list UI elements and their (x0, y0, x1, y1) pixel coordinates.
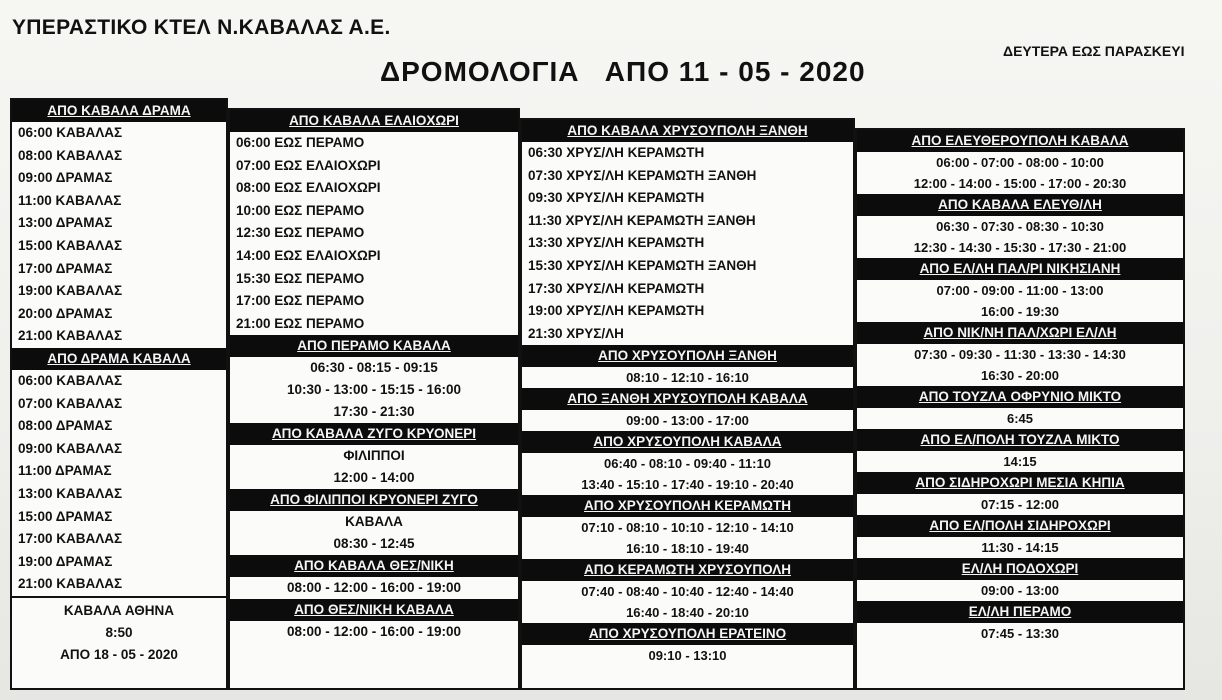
schedule-row: 06:00 ΕΩΣ ΠΕΡΑΜΟ (236, 135, 365, 150)
schedule-row: 13:00 ΔΡΑΜΑΣ (18, 215, 113, 231)
schedule-times: 10:30 - 13:00 - 15:15 - 16:00 (286, 382, 462, 398)
schedule-row: 19:00 ΚΑΒΑΛΑΣ (18, 283, 123, 299)
schedule-row: 11:00 ΚΑΒΑΛΑΣ (18, 192, 122, 208)
schedule-times: 06:00 - 07:00 - 08:00 - 10:00 (936, 155, 1104, 170)
schedule-row: 15:00 ΔΡΑΜΑΣ (18, 508, 113, 524)
schedule-row: 11:30 ΧΡΥΣ/ΛΗ ΚΕΡΑΜΩΤΗ ΞΑΝΘΗ (528, 212, 756, 228)
schedule-times: 07:40 - 08:40 - 10:40 - 12:40 - 14:40 (581, 584, 794, 600)
schedule-row: 07:00 ΚΑΒΑΛΑΣ (18, 395, 123, 411)
column-kavala-elaiochori (228, 108, 520, 690)
schedule-row: 15:30 ΕΩΣ ΠΕΡΑΜΟ (236, 270, 365, 286)
schedule-times: 12:00 - 14:00 - 15:00 - 17:00 - 20:30 (913, 176, 1127, 191)
schedule-times: 08:00 - 12:00 - 16:00 - 19:00 (286, 624, 462, 640)
schedule-times: 06:30 - 07:30 - 08:30 - 10:30 (936, 219, 1104, 234)
schedule-times: 07:30 - 09:30 - 11:30 - 13:30 - 14:30 (914, 347, 1126, 362)
schedule-times: 08:10 - 12:10 - 16:10 (626, 370, 749, 386)
schedule-row: 08:00 ΔΡΑΜΑΣ (18, 418, 113, 434)
schedule-times: 16:10 - 18:10 - 19:40 (626, 541, 749, 557)
schedule-times: 12:30 - 14:30 - 15:30 - 17:30 - 21:00 (913, 240, 1127, 255)
schedule-row: 17:00 ΚΑΒΑΛΑΣ (18, 531, 123, 547)
section-title: ΕΛ/ΛΗ ΠΟΔΟΧΩΡΙ (857, 558, 1183, 580)
schedule-times: 06:30 - 08:15 - 09:15 (310, 360, 438, 376)
section-title: ΑΠΟ ΞΑΝΘΗ ΧΡΥΣΟΥΠΟΛΗ ΚΑΒΑΛΑ (522, 388, 853, 410)
schedule-row: 10:00 ΕΩΣ ΠΕΡΑΜΟ (236, 202, 365, 218)
schedule-row: 13:30 ΧΡΥΣ/ΛΗ ΚΕΡΑΜΩΤΗ (528, 235, 705, 251)
schedule-row: 14:00 ΕΩΣ ΕΛΑΙΟΧΩΡΙ (236, 247, 381, 263)
section-title: ΑΠΟ ΤΟΥΖΛΑ ΟΦΡΥΝΙΟ ΜΙΚΤΟ (857, 386, 1183, 408)
section-title: ΑΠΟ ΕΛ/ΠΟΛΗ ΣΙΔΗΡΟΧΩΡΙ (857, 515, 1183, 537)
section-title: ΑΠΟ ΕΛΕΥΘΕΡΟΥΠΟΛΗ ΚΑΒΑΛΑ (857, 130, 1183, 152)
schedule-times: 16:30 - 20:00 (980, 368, 1060, 383)
schedule-times: ΚΑΒΑΛΑ (345, 514, 403, 530)
schedule-row: 07:00 ΕΩΣ ΕΛΑΙΟΧΩΡΙ (236, 157, 381, 173)
schedule-times: 13:40 - 15:10 - 17:40 - 19:10 - 20:40 (581, 477, 794, 493)
section-title: ΑΠΟ ΧΡΥΣΟΥΠΟΛΗ ΕΡΑΤΕΙΝΟ (522, 623, 853, 645)
section-title: ΑΠΟ ΚΑΒΑΛΑ ΘΕΣ/ΝΙΚΗ (230, 555, 518, 577)
schedule-row: 17:00 ΕΩΣ ΠΕΡΑΜΟ (236, 293, 365, 309)
schedule-row: 15:30 ΧΡΥΣ/ΛΗ ΚΕΡΑΜΩΤΗ ΞΑΝΘΗ (528, 257, 757, 273)
section-title: ΑΠΟ ΚΑΒΑΛΑ ΖΥΓΟ ΚΡΥΟΝΕΡΙ (230, 423, 518, 445)
schedule-row: 21:30 ΧΡΥΣ/ΛΗ (528, 325, 624, 341)
athens-time: 8:50 (105, 624, 133, 640)
schedule-row: 08:00 ΚΑΒΑΛΑΣ (18, 147, 123, 163)
schedule-row: 06:30 ΧΡΥΣ/ΛΗ ΚΕΡΑΜΩΤΗ (528, 145, 705, 160)
schedule-times: 07:10 - 08:10 - 10:10 - 12:10 - 14:10 (581, 520, 794, 536)
schedule-times: 07:45 - 13:30 (980, 626, 1060, 641)
schedule-times: 08:30 - 12:45 (333, 536, 415, 552)
section-title: ΑΠΟ ΚΑΒΑΛΑ ΔΡΑΜΑ (12, 100, 226, 122)
schedule-row: 21:00 ΚΑΒΑΛΑΣ (12, 573, 226, 598)
schedule-row: 07:30 ΧΡΥΣ/ΛΗ ΚΕΡΑΜΩΤΗ ΞΑΝΘΗ (528, 167, 757, 183)
schedule-times: 09:10 - 13:10 (648, 648, 727, 664)
schedule-row: 09:00 ΚΑΒΑΛΑΣ (18, 440, 123, 456)
schedule-times: 08:00 - 12:00 - 16:00 - 19:00 (286, 580, 462, 596)
days-label: ΔΕΥΤΕΡΑ ΕΩΣ ΠΑΡΑΣΚΕΥΙ (1003, 43, 1185, 59)
schedule-row: 19:00 ΔΡΑΜΑΣ (18, 553, 113, 569)
section-title: ΑΠΟ ΦΙΛΙΠΠΟΙ ΚΡΥΟΝΕΡΙ ΖΥΓΟ (230, 489, 518, 511)
section-title: ΑΠΟ ΕΛ/ΠΟΛΗ ΤΟΥΖΛΑ ΜΙΚΤΟ (857, 429, 1183, 451)
section-title: ΑΠΟ ΧΡΥΣΟΥΠΟΛΗ ΞΑΝΘΗ (522, 345, 853, 367)
schedule-times: 16:40 - 18:40 - 20:10 (626, 605, 749, 621)
schedule-times: 14:15 (1003, 454, 1037, 469)
schedule-row: 09:00 ΔΡΑΜΑΣ (18, 170, 113, 186)
section-title: ΑΠΟ ΔΡΑΜΑ ΚΑΒΑΛΑ (12, 348, 226, 370)
section-title: ΑΠΟ ΕΛ/ΛΗ ΠΑΛ/ΡΙ ΝΙΚΗΣΙΑΝΗ (857, 258, 1183, 280)
schedule-times: 09:00 - 13:00 - 17:00 (626, 413, 749, 429)
schedule-times: 6:45 (1006, 411, 1034, 426)
athens-start-date: ΑΠΟ 18 - 05 - 2020 (60, 646, 178, 662)
schedule-times: ΦΙΛΙΠΠΟΙ (343, 448, 405, 464)
section-title: ΑΠΟ ΠΕΡΑΜΟ ΚΑΒΑΛΑ (230, 335, 518, 357)
schedule-row: 12:30 ΕΩΣ ΠΕΡΑΜΟ (236, 225, 365, 241)
section-title: ΑΠΟ ΘΕΣ/ΝΙΚΗ ΚΑΒΑΛΑ (230, 599, 518, 621)
schedule-times: 07:15 - 12:00 (980, 497, 1060, 512)
section-title: ΑΠΟ ΚΑΒΑΛΑ ΧΡΥΣΟΥΠΟΛΗ ΞΑΝΘΗ (522, 120, 853, 142)
section-title: ΑΠΟ ΧΡΥΣΟΥΠΟΛΗ ΚΕΡΑΜΩΤΗ (522, 495, 853, 517)
schedule-times: 09:00 - 13:00 (980, 583, 1060, 598)
section-title: ΑΠΟ ΚΕΡΑΜΩΤΗ ΧΡΥΣΟΥΠΟΛΗ (522, 559, 853, 581)
schedule-row: 20:00 ΔΡΑΜΑΣ (18, 305, 113, 321)
schedule-row: 17:00 ΔΡΑΜΑΣ (18, 260, 113, 276)
schedule-row: 17:30 ΧΡΥΣ/ΛΗ ΚΕΡΑΜΩΤΗ (528, 280, 705, 296)
schedule-row: 21:00 ΚΑΒΑΛΑΣ (18, 328, 123, 344)
schedule-row: 06:00 ΚΑΒΑΛΑΣ (18, 125, 123, 140)
schedule-row: 08:00 ΕΩΣ ΕΛΑΙΟΧΩΡΙ (236, 180, 381, 196)
column-eleftheroupoli (855, 128, 1185, 690)
schedule-times: 07:00 - 09:00 - 11:00 - 13:00 (936, 283, 1104, 298)
schedule-row: 15:00 ΚΑΒΑΛΑΣ (18, 237, 123, 253)
section-title: ΑΠΟ ΧΡΥΣΟΥΠΟΛΗ ΚΑΒΑΛΑ (522, 431, 853, 453)
schedule-row: 13:00 ΚΑΒΑΛΑΣ (18, 485, 123, 501)
schedule-times: 16:00 - 19:30 (980, 304, 1060, 319)
schedule-times: 06:40 - 08:10 - 09:40 - 11:10 (604, 456, 771, 472)
schedule-row: 21:00 ΕΩΣ ΠΕΡΑΜΟ (236, 315, 365, 331)
company-name: ΥΠΕΡΑΣΤΙΚΟ ΚΤΕΛ Ν.ΚΑΒΑΛΑΣ Α.Ε. (12, 16, 391, 39)
schedule-times: 12:00 - 14:00 (333, 470, 415, 486)
section-title: ΑΠΟ ΚΑΒΑΛΑ ΕΛΕΥΘ/ΛΗ (857, 194, 1183, 216)
athens-route: ΚΑΒΑΛΑ ΑΘΗΝΑ (63, 602, 175, 618)
section-title: ΕΛ/ΛΗ ΠΕΡΑΜΟ (857, 601, 1183, 623)
schedule-times: 11:30 - 14:15 (981, 540, 1059, 555)
schedule-row: 19:00 ΧΡΥΣ/ΛΗ ΚΕΡΑΜΩΤΗ (528, 303, 705, 319)
schedule-row: 06:00 ΚΑΒΑΛΑΣ (18, 372, 123, 388)
section-title: ΑΠΟ ΝΙΚ/ΝΗ ΠΑΛ/ΧΩΡΙ ΕΛ/ΛΗ (857, 322, 1183, 344)
section-title: ΑΠΟ ΚΑΒΑΛΑ ΕΛΑΙΟΧΩΡΙ (230, 110, 518, 132)
page-title: ΔΡΟΜΟΛΟΓΙΑ ΑΠΟ 11 - 05 - 2020 (380, 56, 866, 87)
schedule-row: 09:30 ΧΡΥΣ/ΛΗ ΚΕΡΑΜΩΤΗ (528, 190, 705, 206)
column-kavala-chrysoupoli (520, 118, 855, 690)
column-kavala-drama (10, 98, 228, 690)
schedule-times: 17:30 - 21:30 (333, 404, 415, 420)
section-title: ΑΠΟ ΣΙΔΗΡΟΧΩΡΙ ΜΕΣΙΑ ΚΗΠΙΑ (857, 472, 1183, 494)
schedule-row: 11:00 ΔΡΑΜΑΣ (18, 463, 112, 479)
